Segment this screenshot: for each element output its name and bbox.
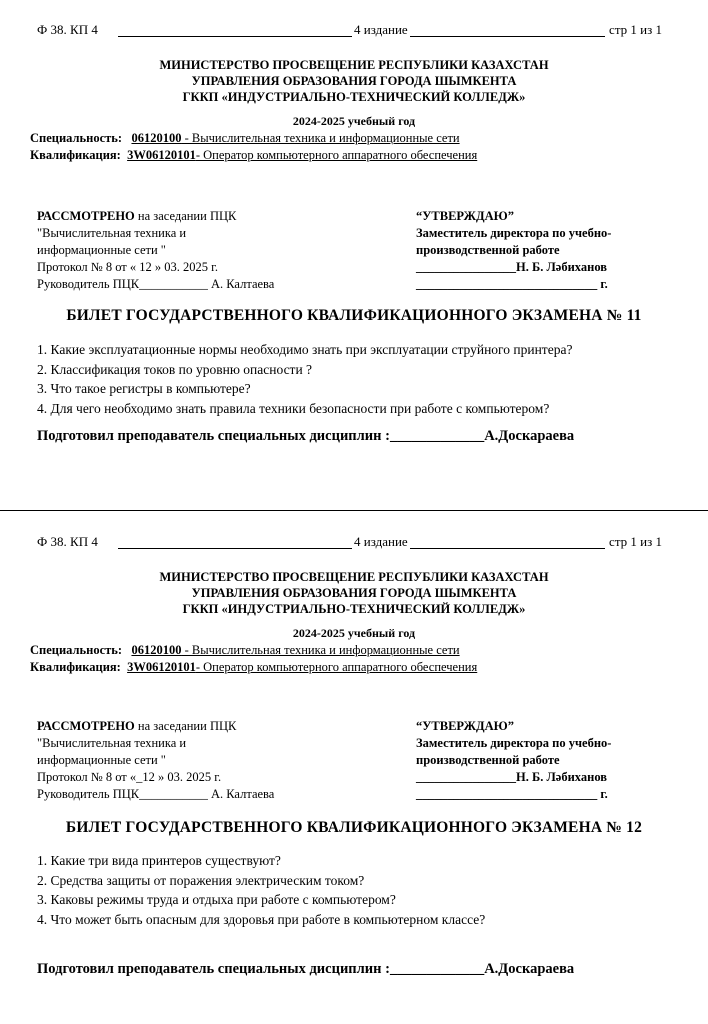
question-item: 2. Средства защиты от поражения электрическим током?: [37, 872, 365, 888]
specialty: [30, 131, 460, 146]
reviewed-title: РАССМОТРЕНО: [37, 719, 135, 733]
qualification-text: - Оператор компьютерного аппаратного обеспечения: [195, 148, 478, 162]
question-item: 1. Какие эксплуатационные нормы необходимо знать при эксплуатации струйного принтера?: [37, 342, 573, 357]
page-number: стр 1 из 1: [609, 22, 662, 37]
protocol: Протокол № 8 от «_12 » 03. 2025 г.: [37, 770, 222, 784]
approve-date: _____________________________ г.: [416, 787, 608, 801]
reviewed-rest: на заседании ПЦК: [134, 719, 237, 733]
approve-block: [416, 208, 611, 293]
ministry-line: ГККП «ИНДУСТРИАЛЬНО-ТЕХНИЧЕСКИЙ КОЛЛЕДЖ»: [182, 602, 526, 616]
protocol: Протокол № 8 от « 12 » 03. 2025 г.: [37, 260, 218, 274]
ticket-title: БИЛЕТ ГОСУДАРСТВЕННОГО КВАЛИФИКАЦИОННОГО ЭКЗАМЕНА № 11: [66, 307, 642, 324]
reviewed-title: РАССМОТРЕНО: [37, 209, 135, 223]
approve-title: “УТВЕРЖДАЮ”: [416, 209, 514, 223]
question-item: 3. Что такое регистры в компьютере?: [37, 381, 251, 396]
approver-name: ________________Н. Б. Ләбиханов: [416, 260, 608, 274]
approve-date: _____________________________ г.: [416, 277, 608, 291]
edition: 4 издание: [354, 534, 408, 549]
question-list: [37, 851, 485, 929]
ministry-heading: [0, 57, 708, 105]
question-item: 4. Что может быть опасным для здоровья при работе в компьютерном классе?: [37, 911, 486, 927]
question-item: 4. Для чего необходимо знать правила техники безопасности при работе с компьютером?: [37, 400, 550, 416]
reviewed-rest: на заседании ПЦК: [134, 209, 237, 223]
approver-name: ________________Н. Б. Ләбиханов: [416, 770, 608, 784]
specialty: [30, 643, 460, 658]
specialty-label: Специальность:: [30, 131, 123, 145]
approve-line: производственной работе: [416, 753, 560, 767]
reviewed-line: "Вычислительная техника и: [37, 736, 187, 750]
prepared-by: Подготовил преподаватель специальных дисциплин :_____________А.Доскараева: [37, 961, 575, 977]
question-item: 2. Классификация токов по уровню опасности ?: [37, 361, 313, 377]
approve-line: производственной работе: [416, 243, 560, 257]
ministry-heading: [0, 569, 708, 617]
ministry-line: ГККП «ИНДУСТРИАЛЬНО-ТЕХНИЧЕСКИЙ КОЛЛЕДЖ»: [182, 90, 526, 104]
qualification-label: Квалификация:: [30, 148, 121, 162]
prepared-by: Подготовил преподаватель специальных дисциплин :_____________А.Доскараева: [37, 428, 575, 444]
approve-block: [416, 718, 611, 803]
reviewed-block: [37, 718, 274, 803]
approve-line: Заместитель директора по учебно-: [416, 226, 612, 240]
question-item: 1. Какие три вида принтеров существуют?: [37, 853, 281, 868]
approve-line: Заместитель директора по учебно-: [416, 736, 612, 750]
specialty-code: 06120100: [131, 131, 182, 145]
ministry-line: МИНИСТЕРСТВО ПРОСВЕЩЕНИЕ РЕСПУБЛИКИ КАЗАХСТАН: [159, 58, 549, 72]
ministry-line: УПРАВЛЕНИЯ ОБРАЗОВАНИЯ ГОРОДА ШЫМКЕНТА: [191, 74, 517, 88]
specialty-text: - Вычислительная техника и информационные сети: [181, 131, 460, 145]
qualification-code: 3W06120101: [127, 660, 196, 674]
qualification-text: - Оператор компьютерного аппаратного обеспечения: [195, 660, 478, 674]
qualification: [30, 148, 477, 163]
ticket-title: БИЛЕТ ГОСУДАРСТВЕННОГО КВАЛИФИКАЦИОННОГО ЭКЗАМЕНА № 12: [65, 819, 643, 836]
academic-year: 2024-2025 учебный год: [292, 626, 416, 640]
reviewed-block: [37, 208, 274, 293]
qualification: [30, 660, 477, 675]
reviewed-line: "Вычислительная техника и: [37, 226, 187, 240]
committee-head: Руководитель ПЦК___________ А. Калтаева: [37, 787, 275, 801]
academic-year: 2024-2025 учебный год: [292, 114, 416, 128]
form-code: Ф 38. КП 4: [37, 534, 98, 549]
approve-title: “УТВЕРЖДАЮ”: [416, 719, 514, 733]
question-list: [37, 340, 572, 418]
specialty-label: Специальность:: [30, 643, 123, 657]
committee-head: Руководитель ПЦК___________ А. Калтаева: [37, 277, 275, 291]
reviewed-line: информационные сети ": [37, 243, 166, 257]
ministry-line: МИНИСТЕРСТВО ПРОСВЕЩЕНИЕ РЕСПУБЛИКИ КАЗАХСТАН: [159, 570, 549, 584]
reviewed-line: информационные сети ": [37, 753, 166, 767]
ministry-line: УПРАВЛЕНИЯ ОБРАЗОВАНИЯ ГОРОДА ШЫМКЕНТА: [191, 586, 517, 600]
edition: 4 издание: [354, 22, 408, 37]
form-code: Ф 38. КП 4: [37, 22, 98, 37]
page-number: стр 1 из 1: [609, 534, 662, 549]
qualification-code: 3W06120101: [127, 148, 196, 162]
specialty-text: - Вычислительная техника и информационные сети: [181, 643, 460, 657]
qualification-label: Квалификация:: [30, 660, 121, 674]
specialty-code: 06120100: [131, 643, 182, 657]
question-item: 3. Каковы режимы труда и отдыха при работе с компьютером?: [37, 892, 396, 907]
ticket-divider: [0, 510, 708, 511]
